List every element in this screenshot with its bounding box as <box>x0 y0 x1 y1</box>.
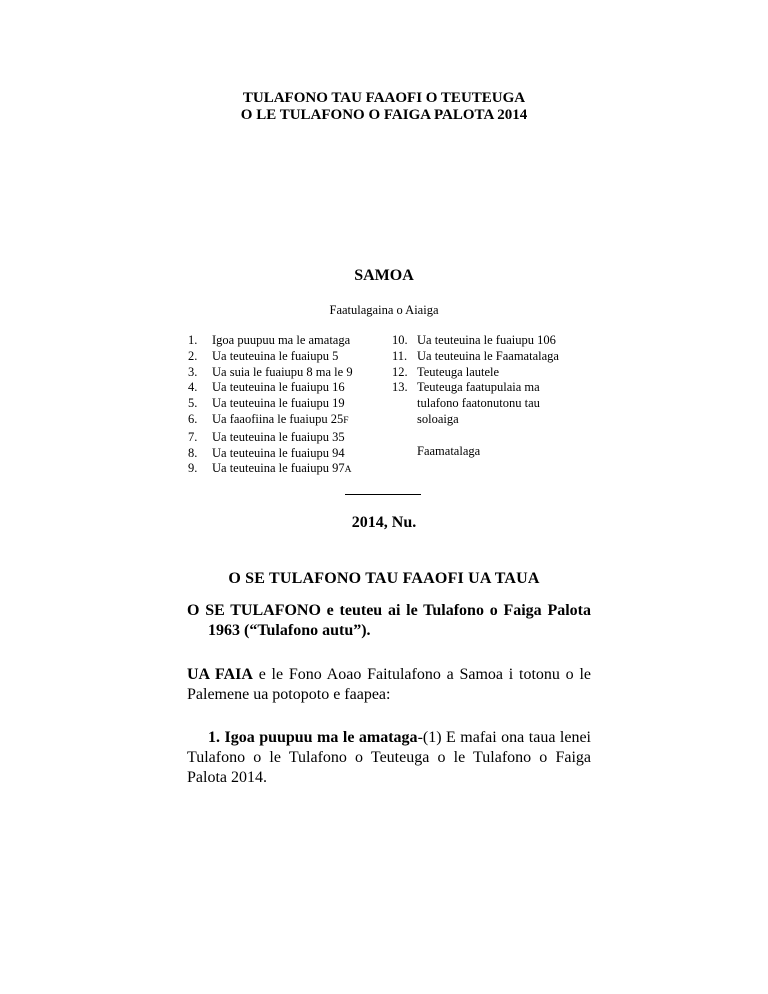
toc-item <box>188 412 378 430</box>
enacting-text: e le Fono Aoao Faitulafono a Samoa i totonu o le Palemene ua potopoto e faapea: <box>187 666 591 703</box>
toc-item-text: Ua teuteuina le fuaiupu 16 <box>212 380 345 395</box>
toc-item-number: 4. <box>188 380 198 395</box>
toc-item <box>188 461 378 479</box>
bill-title-line1: TULAFONO TAU FAAOFI O TEUTEUGA <box>242 90 526 106</box>
toc-item <box>188 446 378 462</box>
separator-rule <box>345 494 421 495</box>
toc-item-text: Teuteuga lautele <box>417 364 500 379</box>
toc-right-column <box>392 333 592 460</box>
act-title: O SE TULAFONO TAU FAAOFI UA TAUA <box>228 570 540 587</box>
toc-item-text: Ua teuteuina le Faamatalaga <box>417 348 559 363</box>
toc-item-suffix: A <box>344 465 352 476</box>
toc-item <box>392 380 592 427</box>
toc-item-number: 1. <box>188 333 198 347</box>
toc-item-number: 7. <box>188 429 198 444</box>
toc-schedule: Faamatalaga <box>417 443 481 458</box>
toc-item-text: Ua teuteuina le fuaiupu 106 <box>417 333 556 347</box>
long-title <box>187 601 591 641</box>
toc-heading: Faatulagaina o Aiaiga <box>329 303 439 317</box>
toc-item-text: Teuteuga faatupulaia ma tulafono faatonutonu tau soloaiga <box>417 380 540 426</box>
toc-item-number: 11. <box>392 348 408 363</box>
toc-item-number: 3. <box>188 364 198 379</box>
toc-item-text: Igoa puupuu ma le amataga <box>212 333 351 347</box>
toc-item <box>188 430 378 446</box>
bill-title-line2: O LE TULAFONO O FAIGA PALOTA 2014 <box>240 107 528 123</box>
toc-item <box>392 365 592 381</box>
toc-item-number: 6. <box>188 411 198 426</box>
country-heading: SAMOA <box>354 267 414 284</box>
bill-title <box>0 90 768 124</box>
section-1 <box>187 728 591 788</box>
enacting-lead: UA FAIA <box>187 666 253 683</box>
toc-item <box>188 396 378 412</box>
toc-item-number: 5. <box>188 396 198 411</box>
section-1-text: -(1) E mafai ona taua lenei Tulafono o le Tulafono o Teuteuga o le Tulafono o Faiga Palota 2014. <box>187 729 591 786</box>
act-year-number: 2014, Nu. <box>351 514 417 531</box>
toc-item <box>188 380 378 396</box>
toc-item <box>188 365 378 381</box>
enacting-clause <box>187 665 591 705</box>
toc-item-number: 2. <box>188 348 198 363</box>
toc-item-number: 12. <box>392 364 408 379</box>
toc-item-text: Ua teuteuina le fuaiupu 19 <box>212 396 345 411</box>
toc-item-text: Ua teuteuina le fuaiupu 94 <box>212 445 345 460</box>
toc-item-text: Ua teuteuina le fuaiupu 97 <box>212 461 345 476</box>
long-title-line2: 1963 (“Tulafono autu”). <box>208 622 371 639</box>
toc-left-column <box>188 333 378 479</box>
section-1-heading: 1. Igoa puupuu ma le amataga <box>208 729 418 746</box>
toc-item <box>392 333 592 349</box>
long-title-line1: O SE TULAFONO e teuteu ai le Tulafono o Faiga Palota <box>187 602 591 619</box>
toc-item-suffix: F <box>343 415 349 426</box>
toc-item-number: 13. <box>392 380 408 395</box>
toc-item-number: 10. <box>392 333 408 347</box>
toc-item-text: Ua suia le fuaiupu 8 ma le 9 <box>212 364 353 379</box>
toc-item-number: 9. <box>188 461 198 476</box>
toc-item <box>188 333 378 349</box>
toc-item <box>188 349 378 365</box>
toc-item-text: Ua teuteuina le fuaiupu 35 <box>212 429 345 444</box>
toc-item-text: Ua teuteuina le fuaiupu 5 <box>212 348 339 363</box>
toc-item-text: Ua faaofiina le fuaiupu 25 <box>212 411 344 426</box>
toc-item <box>392 349 592 365</box>
toc-item-number: 8. <box>188 445 198 460</box>
